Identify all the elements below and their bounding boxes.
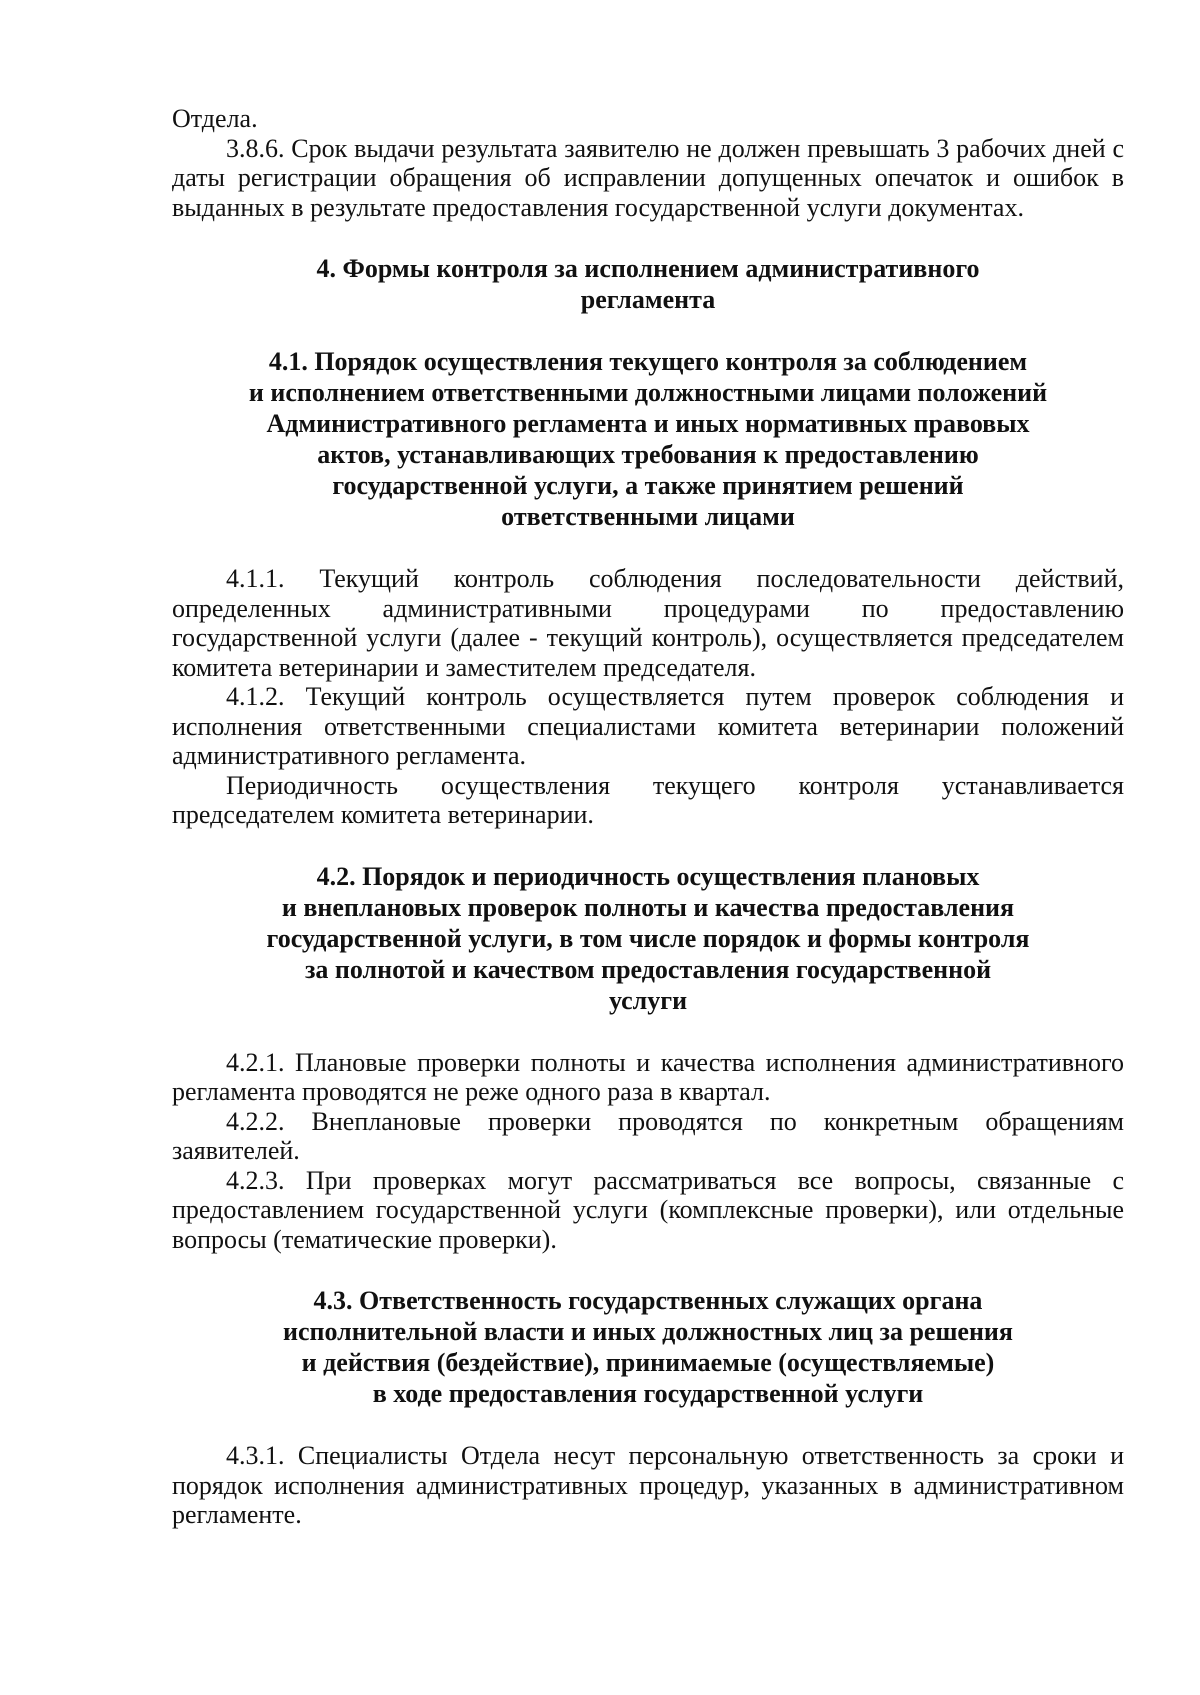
document-page [172,104,1124,1530]
heading-line: 4.2. Порядок и периодичность осуществления плановых [316,861,980,891]
section-heading-4-3 [172,1285,1124,1409]
paragraph-4-3-1: 4.3.1. Специалисты Отдела несут персональную ответственность за сроки и порядок исполнения административных процедур, указанных в административном регламенте. [172,1441,1124,1529]
section-heading-4-2 [172,861,1124,1016]
heading-line: и внеплановых проверок полноты и качества предоставления [281,892,1015,922]
paragraph-4-2-2: 4.2.2. Внеплановые проверки проводятся по конкретным обращениям заявителей. [172,1106,1124,1165]
heading-line: 4. Формы контроля за исполнением административного [316,254,980,283]
paragraph-4-2-3: 4.2.3. При проверках могут рассматриваться все вопросы, связанные с предоставлением государственной услуги (комплексные проверки), или отдельные вопросы (тематические проверки). [172,1165,1124,1254]
heading-line: в ходе предоставления государственной услуги [372,1379,924,1408]
heading-line: 4.1. Порядок осуществления текущего контроля за соблюдением [268,347,1028,376]
heading-line: и действия (бездействие), принимаемые (осуществляемые) [301,1348,995,1377]
heading-line: регламента [580,285,716,314]
paragraph-continuation: Отдела. [172,104,258,133]
paragraph-3-8-6: 3.8.6. Срок выдачи результата заявителю не должен превышать 3 рабочих дней с даты регистрации обращения об исправлении допущенных опечаток и ошибок в выданных в результате предоставления государственной услуги документах. [172,133,1124,222]
heading-line: Административного регламента и иных нормативных правовых [266,409,1030,438]
heading-line: 4.3. Ответственность государственных служащих органа [313,1286,983,1315]
heading-line: и исполнением ответственными должностными лицами положений [248,378,1048,407]
heading-line: за полнотой и качеством предоставления государственной [304,954,992,984]
heading-line: актов, устанавливающих требования к предоставлению [317,440,979,469]
heading-line: государственной услуги, в том числе порядок и формы контроля [266,923,1030,953]
paragraph-4-1-2: 4.1.2. Текущий контроль осуществляется путем проверок соблюдения и исполнения ответственными специалистами комитета ветеринарии положений административного регламента. [172,682,1124,770]
section-heading-4 [172,253,1124,315]
paragraph-periodicity: Периодичность осуществления текущего контроля устанавливается председателем комитета ветеринарии. [172,770,1124,829]
paragraph-4-2-1: 4.2.1. Плановые проверки полноты и качества исполнения административного регламента проводятся не реже одного раза в квартал. [172,1047,1124,1106]
heading-line: исполнительной власти и иных должностных лиц за решения [283,1317,1013,1346]
section-heading-4-1 [172,346,1124,532]
paragraph-4-1-1: 4.1.1. Текущий контроль соблюдения последовательности действий, определенных административными процедурами по предоставлению государственной услуги (далее - текущий контроль), осуществляется председателем комитета ветеринарии и заместителем председателя. [172,564,1124,682]
heading-line: услуги [608,985,688,1015]
heading-line: ответственными лицами [501,502,795,531]
heading-line: государственной услуги, а также принятием решений [332,471,964,500]
